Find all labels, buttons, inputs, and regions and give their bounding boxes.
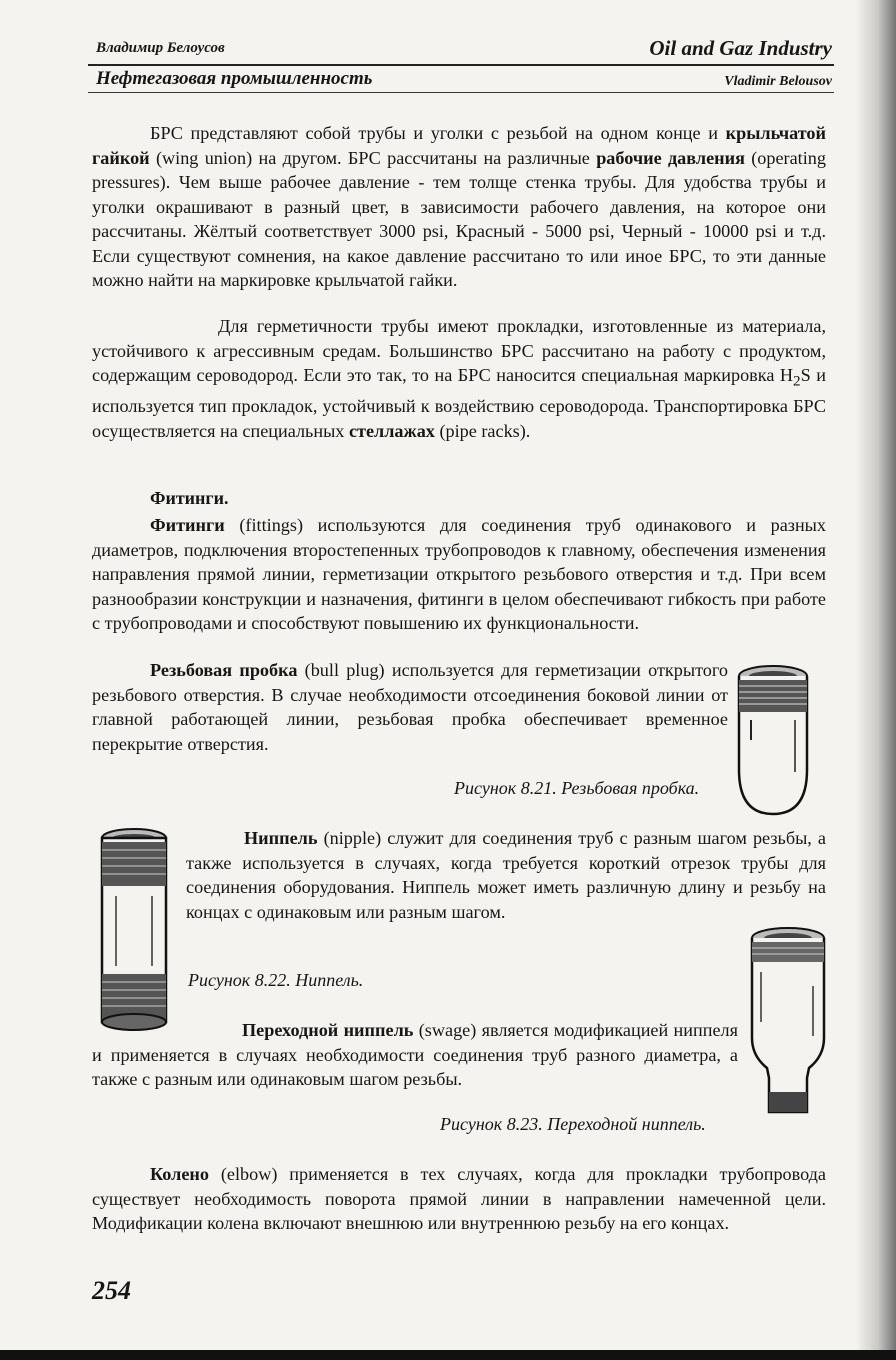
term-operating-pressures: рабочие давления: [596, 147, 745, 168]
bull-plug-icon: [733, 662, 813, 822]
caption-figure-8-23: Рисунок 8.23. Переходной ниппель.: [440, 1114, 706, 1134]
scan-bottom-edge: [0, 1350, 896, 1360]
paragraph-nipple: [186, 826, 826, 924]
header-english-title: Oil and Gaz Industry: [649, 36, 832, 60]
text: БРС представляют собой трубы и уголки с резьбой на одном конце и: [150, 123, 726, 143]
term-elbow: Колено: [150, 1164, 209, 1184]
term-swage: Переходной ниппель: [242, 1020, 414, 1040]
text: (bull plug) используется для герметизации открытого резьбового отверстия. В случае необходимости отсоединения боковой линии от главной работающей линии, резьбовая пробка обеспечивает временное перекрытие отверстия.: [92, 660, 728, 754]
subscript: 2: [793, 372, 801, 390]
page-number: 254: [92, 1276, 131, 1305]
text: Для герметичности трубы имеют прокладки, изготовленные из материала, устойчивого к агрессивным средам. Большинство БРС рассчитано на работу с продуктом, содержащим сероводород. Если это так, то на БРС наносится специальная маркировка H: [92, 316, 826, 385]
text: (wing union) на другом. БРС рассчитаны на различные: [149, 147, 597, 168]
text: S и используется тип прокладок, устойчивый к воздействию сероводорода. Транспортировка БРС осуществляется на специальных: [92, 365, 826, 441]
paragraph-fittings: [92, 513, 826, 636]
page-edge-shadow: [856, 0, 896, 1360]
section-heading-fittings: Фитинги.: [150, 488, 229, 508]
text: (elbow) применяется в тех случаях, когда для прокладки трубопровода существует необходимость поворота прямой линии в направлении намеченной цели. Модификации колена включают внешнюю или внутреннюю резьбу на его концах.: [92, 1164, 826, 1233]
header-rule-top: [88, 64, 834, 66]
paragraph-swage: [92, 1018, 738, 1092]
term-wing-union: крыльчатой гайкой: [92, 123, 826, 168]
header-author: Владимир Белоусов: [96, 40, 225, 56]
term-pipe-racks: стеллажах: [348, 420, 435, 441]
caption-figure-8-21: Рисунок 8.21. Резьбовая пробка.: [454, 778, 700, 798]
swage-icon: [747, 926, 829, 1118]
header-author-latin: Vladimir Belousov: [724, 74, 832, 89]
term-nipple: Ниппель: [244, 828, 318, 848]
text: (operating pressures). Чем выше рабочее давление - тем толще стенка трубы. Для удобства трубы и уголки окрашивают в разный цвет, в зависимости рабочего давления, на которое они рассчитаны. Жёлтый соответствует 3000 psi, Красный - 5000 psi, Черный - 10000 psi и т.д. Если существуют сомнения, на какое давление рассчитано то или иное БРС, то эти данные можно найти на маркировке крыльчатой гайки.: [92, 147, 826, 290]
paragraph-brs: [92, 121, 826, 293]
nipple-icon: [96, 826, 172, 1034]
caption-figure-8-22: Рисунок 8.22. Ниппель.: [188, 970, 364, 990]
header-russian-title: Нефтегазовая промышленность: [96, 68, 373, 89]
term-fittings: Фитинги: [150, 515, 225, 535]
paragraph-bull-plug: [92, 658, 728, 756]
term-bull-plug: Резьбовая пробка: [150, 660, 298, 680]
text: (swage) является модификацией ниппеля и применяется в случаях необходимости соединения труб разного диаметра, а также с разным или одинаковым шагом резьбы.: [92, 1020, 739, 1089]
paragraph-elbow: [92, 1162, 826, 1236]
text: (fittings) используются для соединения труб одинакового и разных диаметров, подключения второстепенных трубопроводов к главному, обеспечения изменения направления прямой линии, герметизации открытого резьбового отверстия и т.д. При всем разнообразии конструкции и назначения, фитинги в целом обеспечивают гибкость при работе с трубопроводами и способствуют повышению их функциональности.: [92, 515, 826, 633]
text: (pipe racks).: [434, 420, 531, 441]
paragraph-gaskets: [92, 314, 826, 443]
text: (nipple) служит для соединения труб с разным шагом резьбы, а также используется в случаях, когда требуется короткий отрезок трубы для соединения оборудования. Ниппель может иметь различную длину и резьбу на концах с одинаковым или разным шагом.: [186, 828, 826, 922]
header-rule-bottom: [88, 92, 834, 93]
